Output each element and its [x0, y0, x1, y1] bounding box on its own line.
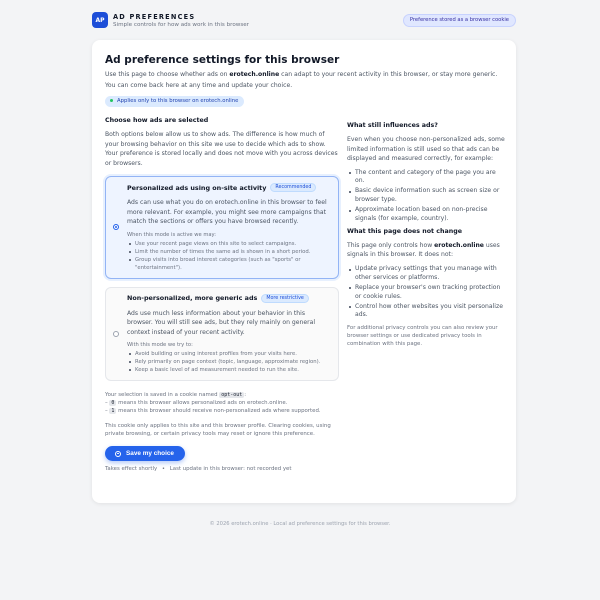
radio-personalized[interactable]	[113, 224, 119, 230]
option-list	[127, 350, 330, 374]
list-item: Approximate location based on non-precise signals (for example, country).	[347, 206, 507, 224]
cookie-value-1-text: means this browser should receive non-personalized ads where supported.	[116, 408, 321, 414]
save-icon	[115, 451, 121, 457]
list-item: Group visits into broad interest categories (such as "sports" or "entertainment").	[127, 256, 330, 272]
list-item: Basic device information such as screen size or browser type.	[347, 187, 507, 205]
option-title: Non-personalized, more generic ads	[127, 294, 258, 302]
effect-text: Takes effect shortly	[105, 466, 158, 472]
cookie-value-1: 1	[111, 408, 115, 414]
influences-text: Even when you choose non-personalized ads, some limited information is still used so that ads can be displayed and measured correctly, for example:	[347, 136, 505, 162]
option-non-personalized[interactable]	[105, 287, 339, 382]
option-list	[127, 240, 330, 272]
unchanged-heading: What this page does not change	[347, 227, 462, 235]
save-button[interactable]	[105, 446, 185, 461]
influences-heading: What still influences ads?	[347, 122, 438, 129]
option-description: Ads can use what you do on erotech.online in this browser to feel more relevant. For example, you might see more campaigns that match the sections or offers you have browsed recently.	[127, 199, 327, 225]
list-item: Keep a basic level of ad measurement needed to run the site.	[127, 366, 330, 374]
page-title: Ad preference settings for this browser	[105, 54, 340, 66]
list-item: Update privacy settings that you manage with other services or platforms.	[347, 265, 507, 283]
storage-status-pill: Preference stored as a browser cookie	[403, 14, 516, 27]
option-personalized[interactable]	[105, 176, 339, 279]
intro-post: can adapt to your recent activity in this browser, or stay more generic. You can come back here at any time and update your choice.	[105, 71, 498, 89]
domain-name: erotech.online	[434, 241, 484, 249]
radio-non-personalized[interactable]	[113, 331, 119, 337]
cookie-pre: Your selection is saved in a cookie named	[105, 392, 220, 398]
scope-badge	[105, 96, 244, 107]
cookie-value-0: 0	[111, 400, 115, 406]
recommended-tag: Recommended	[270, 183, 316, 192]
cookie-post: :	[244, 392, 247, 398]
option-description: Ads use much less information about your behavior in this browser. You will still see ads, but they rely mainly on general context instead of your recent activity.	[127, 309, 316, 336]
list-item: The content and category of the page you are on.	[347, 169, 507, 187]
list-item: Limit the number of times the same ad is shown in a short period.	[127, 248, 330, 256]
app-title: AD PREFERENCES	[113, 13, 196, 21]
unchanged-pre: This page only controls how	[347, 241, 435, 249]
option-lead: With this mode we try to:	[127, 342, 193, 348]
list-item: Rely primarily on page context (topic, language, approximate region).	[127, 358, 330, 366]
unchanged-post: uses signals in this browser. It does not:	[347, 241, 500, 259]
list-item: Replace your browser's own tracking protection or cookie rules.	[347, 284, 507, 302]
save-status	[105, 465, 339, 473]
unchanged-text	[347, 241, 507, 260]
footer: © 2026 erotech.online · Local ad preference settings for this browser.	[209, 521, 391, 527]
app-subtitle: Simple controls for how ads work in this browser	[113, 22, 249, 28]
app-header	[92, 12, 516, 32]
info-sidebar	[347, 122, 507, 348]
extra-note: For additional privacy controls you can also review your browser settings or use dedicated privacy tools in combination with this page.	[347, 325, 498, 348]
intro-text	[105, 70, 505, 91]
cookie-note: This cookie only applies to this site and this browser profile. Clearing cookies, using private browsing, or certain privacy tools may reset or ignore this preference.	[105, 423, 331, 437]
status-dot-icon	[110, 99, 113, 102]
choose-text: Both options below allow us to show ads. The difference is how much of your browsing behavior on this site we use to decide which ads to show. Your preference is stored locally and does not move with you across devices or browsers.	[105, 131, 338, 167]
intro-pre: Use this page to choose whether ads on	[105, 71, 230, 78]
list-item: Control how other websites you visit personalize ads.	[347, 303, 507, 321]
option-lead: When this mode is active we may:	[127, 231, 216, 238]
cookie-value-0-text: means this browser allows personalized ads on erotech.online.	[116, 400, 288, 406]
choose-heading: Choose how ads are selected	[105, 117, 209, 124]
option-title: Personalized ads using on-site activity	[127, 183, 267, 192]
save-button-label: Save my choice	[126, 450, 174, 457]
influences-list	[347, 169, 507, 224]
list-item: Avoid building or using interest profiles from your visits here.	[127, 350, 330, 358]
unchanged-list	[347, 265, 507, 320]
list-item: Use your recent page views on this site to select campaigns.	[127, 240, 330, 248]
domain-name: erotech.online	[229, 71, 280, 78]
last-update-text: Last update in this browser: not recorded yet	[169, 466, 292, 472]
separator: •	[161, 466, 166, 472]
cookie-name: opt-out	[221, 392, 243, 398]
choice-section	[105, 117, 339, 473]
restrictive-tag: More restrictive	[261, 294, 309, 303]
scope-badge-label: Applies only to this browser on erotech.online	[117, 98, 239, 104]
cookie-info: Your selection is saved in a cookie named opt-out : – 0 means this browser allows personalized ads on erotech.online. – 1 means this browser should receive non-personalized ads where supported. This cookie only applies to this site and this browser profile. Clearing cookies, using private browsing, or certain privacy tools may reset or ignore this preference.	[105, 391, 339, 438]
preferences-card	[92, 40, 516, 503]
app-logo: AP	[92, 12, 108, 28]
